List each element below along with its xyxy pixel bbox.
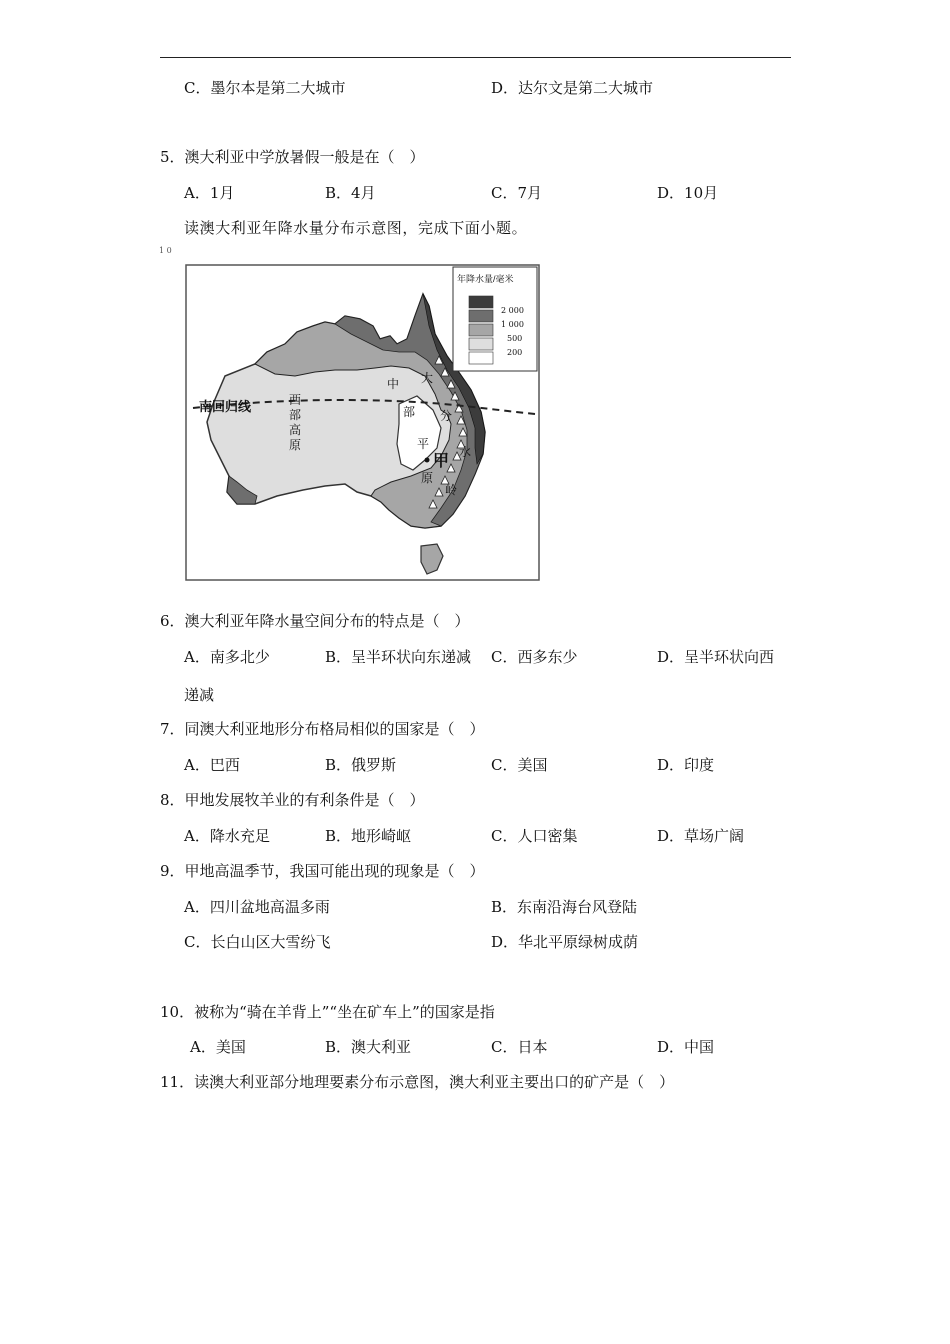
header-rule: [160, 57, 791, 58]
q8-option-a[interactable]: A．降水充足: [184, 827, 270, 845]
q7-option-d[interactable]: D．印度: [657, 756, 715, 774]
q6-option-a[interactable]: A．南多北少: [184, 648, 270, 666]
q9-option-b[interactable]: B．东南沿海台风登陆: [491, 898, 638, 916]
prev-option-c[interactable]: C．墨尔本是第二大城市: [184, 79, 346, 97]
q6-option-b[interactable]: B．呈半环状向东递减: [325, 648, 472, 666]
question-10-stem: 10．被称为“骑在羊背上”“坐在矿车上”的国家是指: [160, 1003, 495, 1021]
q7-option-a[interactable]: A．巴西: [184, 756, 240, 774]
q5-option-b[interactable]: B．4月: [325, 184, 376, 202]
q5-option-d[interactable]: D．10月: [657, 184, 719, 202]
central-label-2: 部: [403, 405, 416, 419]
legend-title: 年降水量/毫米: [457, 274, 514, 284]
question-8-stem: 8．甲地发展牧羊业的有利条件是（ ）: [160, 791, 425, 809]
q9-option-d[interactable]: D．华北平原绿树成荫: [491, 933, 639, 951]
legend: [453, 267, 537, 371]
corner-mark: 1 0: [159, 246, 172, 255]
q10-option-b[interactable]: B．澳大利亚: [325, 1038, 412, 1056]
q7-option-c[interactable]: C．美国: [491, 756, 548, 774]
q10-option-c[interactable]: C．日本: [491, 1038, 548, 1056]
plateau-label-1: 西: [289, 393, 302, 407]
q8-option-d[interactable]: D．草场广阔: [657, 827, 745, 845]
q9-option-a[interactable]: A．四川盆地高温多雨: [184, 898, 330, 916]
question-6-stem: 6．澳大利亚年降水量空间分布的特点是（ ）: [160, 612, 470, 630]
divide-label-2: 分: [440, 409, 453, 423]
legend-swatch-2000: [469, 296, 493, 308]
central-label-1: 中: [387, 377, 400, 391]
q8-option-c[interactable]: C．人口密集: [491, 827, 578, 845]
legend-swatch-500: [469, 324, 493, 336]
q5-option-a[interactable]: A．1月: [184, 184, 235, 202]
legend-label-200: 200: [507, 348, 523, 357]
legend-label-2000: 2 000: [501, 306, 524, 315]
plateau-label-2: 部: [289, 408, 302, 422]
central-label-3: 平: [417, 437, 430, 451]
q6-option-d[interactable]: D．呈半环状向西: [657, 648, 775, 666]
plateau-label-3: 高: [289, 423, 302, 437]
plateau-label-4: 原: [289, 438, 302, 452]
q10-option-d[interactable]: D．中国: [657, 1038, 715, 1056]
divide-label-3: 水: [459, 445, 472, 459]
jia-point: [425, 458, 430, 463]
question-7-stem: 7．同澳大利亚地形分布格局相似的国家是（ ）: [160, 720, 485, 738]
q6-option-d-continuation: 递减: [184, 686, 215, 704]
q7-option-b[interactable]: B．俄罗斯: [325, 756, 397, 774]
tropic-label: 南回归线: [199, 399, 252, 414]
q5-option-c[interactable]: C．7月: [491, 184, 543, 202]
q10-option-a[interactable]: A．美国: [190, 1038, 246, 1056]
legend-swatch-200: [469, 338, 493, 350]
question-5-stem: 5．澳大利亚中学放暑假一般是在（ ）: [160, 148, 425, 166]
legend-label-1000: 1 000: [501, 320, 524, 329]
map-intro: 读澳大利亚年降水量分布示意图，完成下面小题。: [184, 219, 528, 237]
q8-option-b[interactable]: B．地形崎岖: [325, 827, 412, 845]
divide-label-1: 大: [421, 371, 434, 385]
q9-option-c[interactable]: C．长白山区大雪纷飞: [184, 933, 331, 951]
legend-swatch-low: [469, 352, 493, 364]
australia-rainfall-map: [185, 264, 541, 582]
question-9-stem: 9．甲地高温季节，我国可能出现的现象是（ ）: [160, 862, 485, 880]
legend-label-500: 500: [507, 334, 523, 343]
legend-swatch-1000: [469, 310, 493, 322]
question-11-stem: 11．读澳大利亚部分地理要素分布示意图，澳大利亚主要出口的矿产是（ ）: [160, 1073, 675, 1091]
central-label-4: 原: [421, 471, 434, 485]
prev-option-d[interactable]: D．达尔文是第二大城市: [491, 79, 654, 97]
divide-label-4: 岭: [445, 483, 458, 497]
jia-label: 甲: [433, 451, 450, 470]
q6-option-c[interactable]: C．西多东少: [491, 648, 578, 666]
